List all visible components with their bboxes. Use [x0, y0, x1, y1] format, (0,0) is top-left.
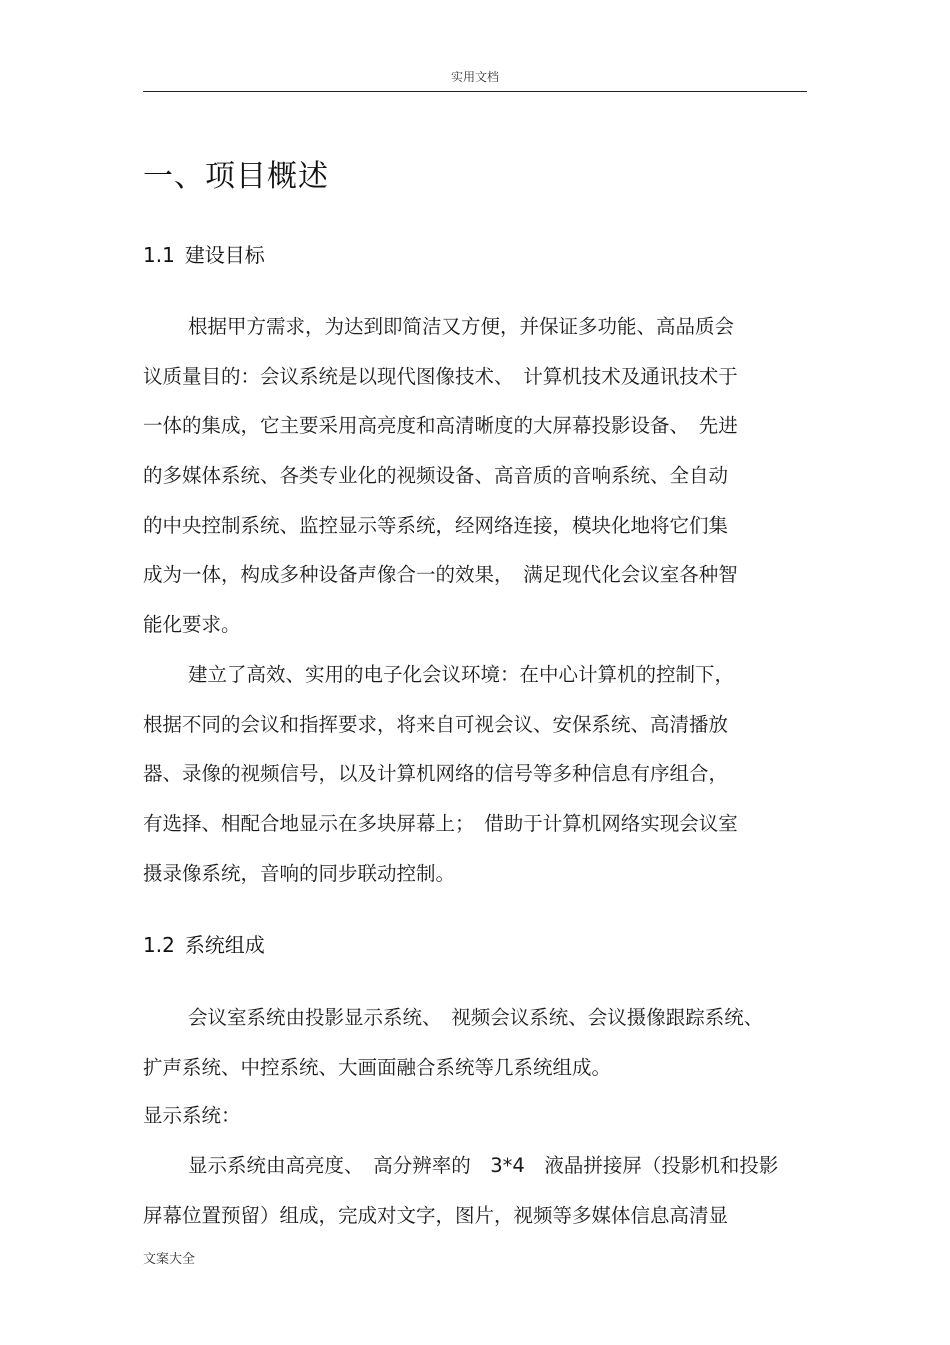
subsection-heading-1-2: [143, 930, 265, 960]
display-system-label: 显示系统：: [143, 1104, 241, 1127]
paragraph-line: 有选择、相配合地显示在多块屏幕上； 借助于计算机网络实现会议室: [143, 811, 738, 835]
paragraph-line: 议质量目的：会议系统是以现代图像技术、 计算机技术及通讯技术于: [143, 364, 738, 388]
subsection-heading-1-1: [143, 240, 265, 270]
paragraph-line: 摄录像系统，音响的同步联动控制。: [143, 861, 456, 885]
subsection-number: 1.1: [143, 243, 175, 267]
subsection-number: 1.2: [143, 933, 175, 957]
paragraph-line: 器、录像的视频信号，以及计算机网络的信号等多种信息有序组合，: [143, 762, 729, 786]
paragraph-line: 屏幕位置预留）组成，完成对文字，图片，视频等多媒体信息高清显: [143, 1203, 729, 1227]
paragraph-line: 一体的集成，它主要采用高亮度和高清晰度的大屏幕投影设备、 先进: [143, 414, 738, 438]
paragraph-line: 根据甲方需求，为达到即简洁又方便，并保证多功能、高品质会: [188, 315, 735, 338]
paragraph-goal-1: [143, 302, 807, 898]
paragraph-line: 的中央控制系统、监控显示等系统，经网络连接，模块化地将它们集: [143, 513, 729, 537]
paragraph-line: 的多媒体系统、各类专业化的视频设备、高音质的音响系统、全自动: [143, 464, 729, 488]
paragraph-line: 扩声系统、中控系统、大画面融合系统等几系统组成。: [143, 1055, 612, 1079]
paragraph-line: 根据不同的会议和指挥要求，将来自可视会议、安保系统、高清播放: [143, 712, 729, 736]
paragraph-composition: [143, 993, 807, 1092]
paragraph-line: 能化要求。: [143, 613, 241, 637]
subsection-title: 系统组成: [184, 933, 265, 957]
header-divider: [143, 91, 807, 92]
paragraph-line: 成为一体，构成多种设备声像合一的效果， 满足现代化会议室各种智: [143, 563, 738, 587]
page-footer: 文案大全: [143, 1252, 196, 1267]
section-title: 一、项目概述: [143, 159, 329, 194]
subsection-title: 建设目标: [184, 243, 265, 267]
paragraph-line: 建立了高效、实用的电子化会议环境：在中心计算机的控制下，: [188, 662, 735, 686]
paragraph-display-system: [143, 1141, 807, 1240]
paragraph-line: 显示系统由高亮度、 高分辨率的 3*4 液晶拼接屏（投影机和投影: [188, 1154, 779, 1177]
page-header: 实用文档: [450, 70, 499, 84]
paragraph-line: 会议室系统由投影显示系统、 视频会议系统、会议摄像跟踪系统、: [188, 1006, 764, 1029]
